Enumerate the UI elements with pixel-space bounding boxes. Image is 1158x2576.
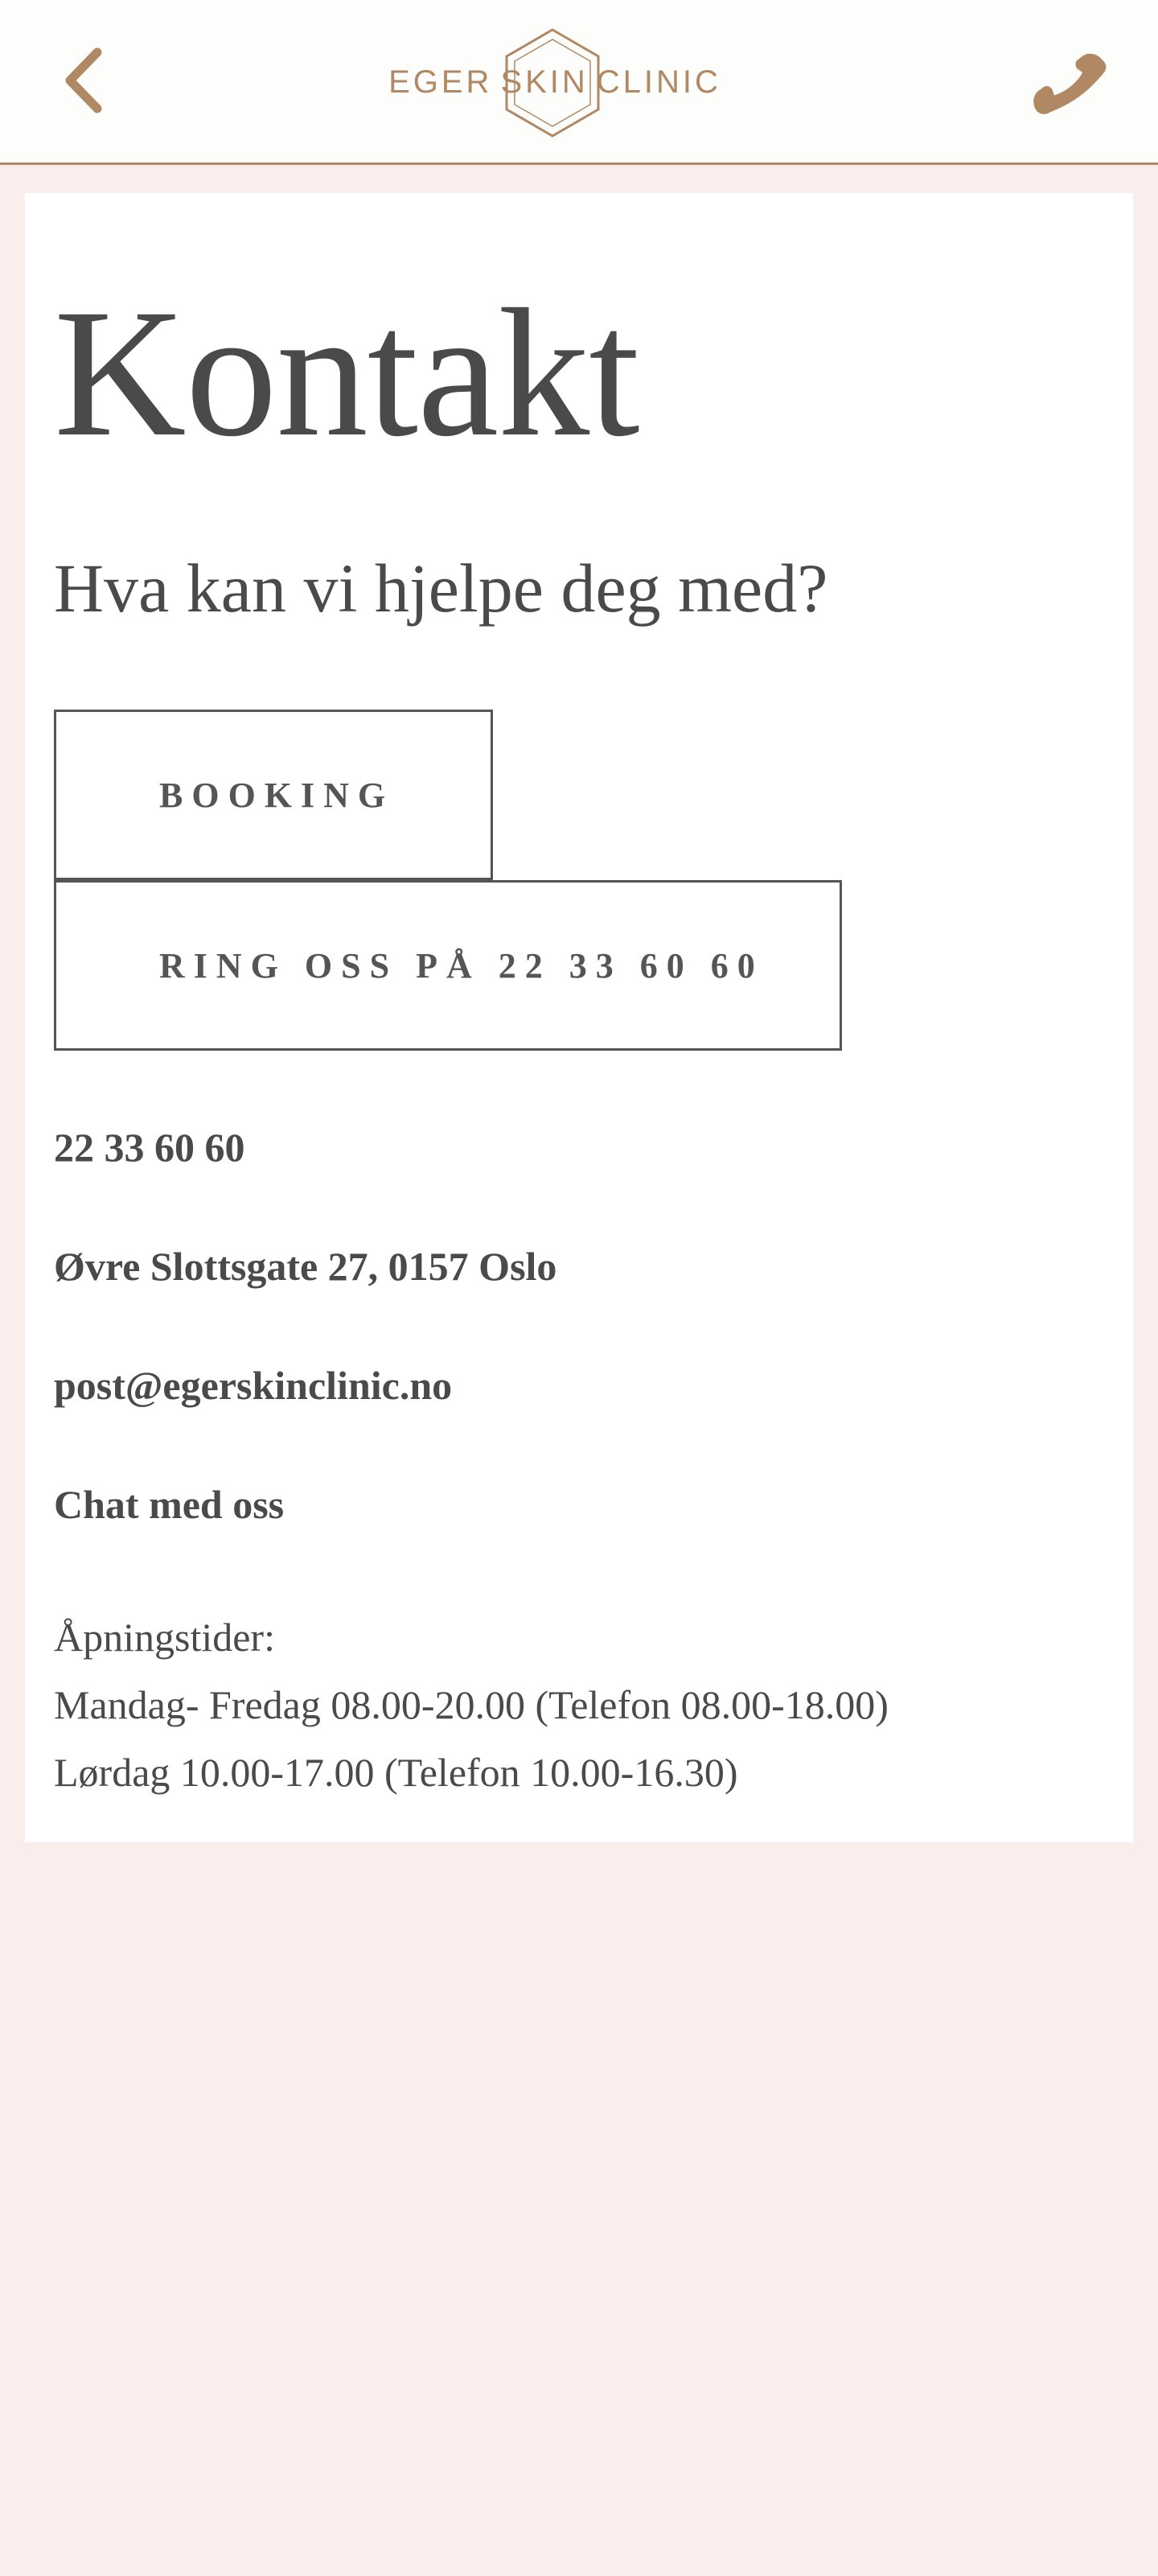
booking-button[interactable]: BOOKING (54, 710, 493, 880)
clinic-logo[interactable] (388, 24, 721, 141)
contact-card (25, 193, 1133, 1842)
email-link[interactable]: post@egerskinclinic.no (54, 1363, 453, 1408)
page-title: Kontakt (54, 272, 639, 475)
opening-hours-weekdays: Mandag- Fredag 08.00-20.00 (Telefon 08.00-18.00) (54, 1682, 889, 1727)
logo-text-eger: EGER (388, 64, 493, 100)
app-header (0, 0, 1158, 165)
back-button[interactable] (48, 40, 121, 121)
phone-link[interactable]: 22 33 60 60 (54, 1125, 245, 1170)
address-link[interactable]: Øvre Slottsgate 27, 0157 Oslo (54, 1244, 557, 1289)
opening-hours-heading: Åpningstider: (54, 1615, 275, 1660)
logo-hexagon (500, 27, 588, 139)
call-us-button[interactable]: RING OSS PÅ 22 33 60 60 (54, 880, 842, 1051)
page-subtitle: Hva kan vi hjelpe deg med? (54, 549, 828, 627)
phone-icon (1029, 44, 1110, 125)
contact-content (54, 272, 1099, 1806)
chevron-left-icon (60, 44, 109, 117)
opening-hours (54, 1603, 1099, 1806)
chat-link[interactable]: Chat med oss (54, 1482, 285, 1527)
call-header-button[interactable] (1021, 36, 1118, 133)
logo-text-clinic: CLINIC (596, 64, 721, 100)
opening-hours-saturday: Lørdag 10.00-17.00 (Telefon 10.00-16.30) (54, 1750, 738, 1795)
logo-text-skin: SKIN (500, 64, 589, 100)
